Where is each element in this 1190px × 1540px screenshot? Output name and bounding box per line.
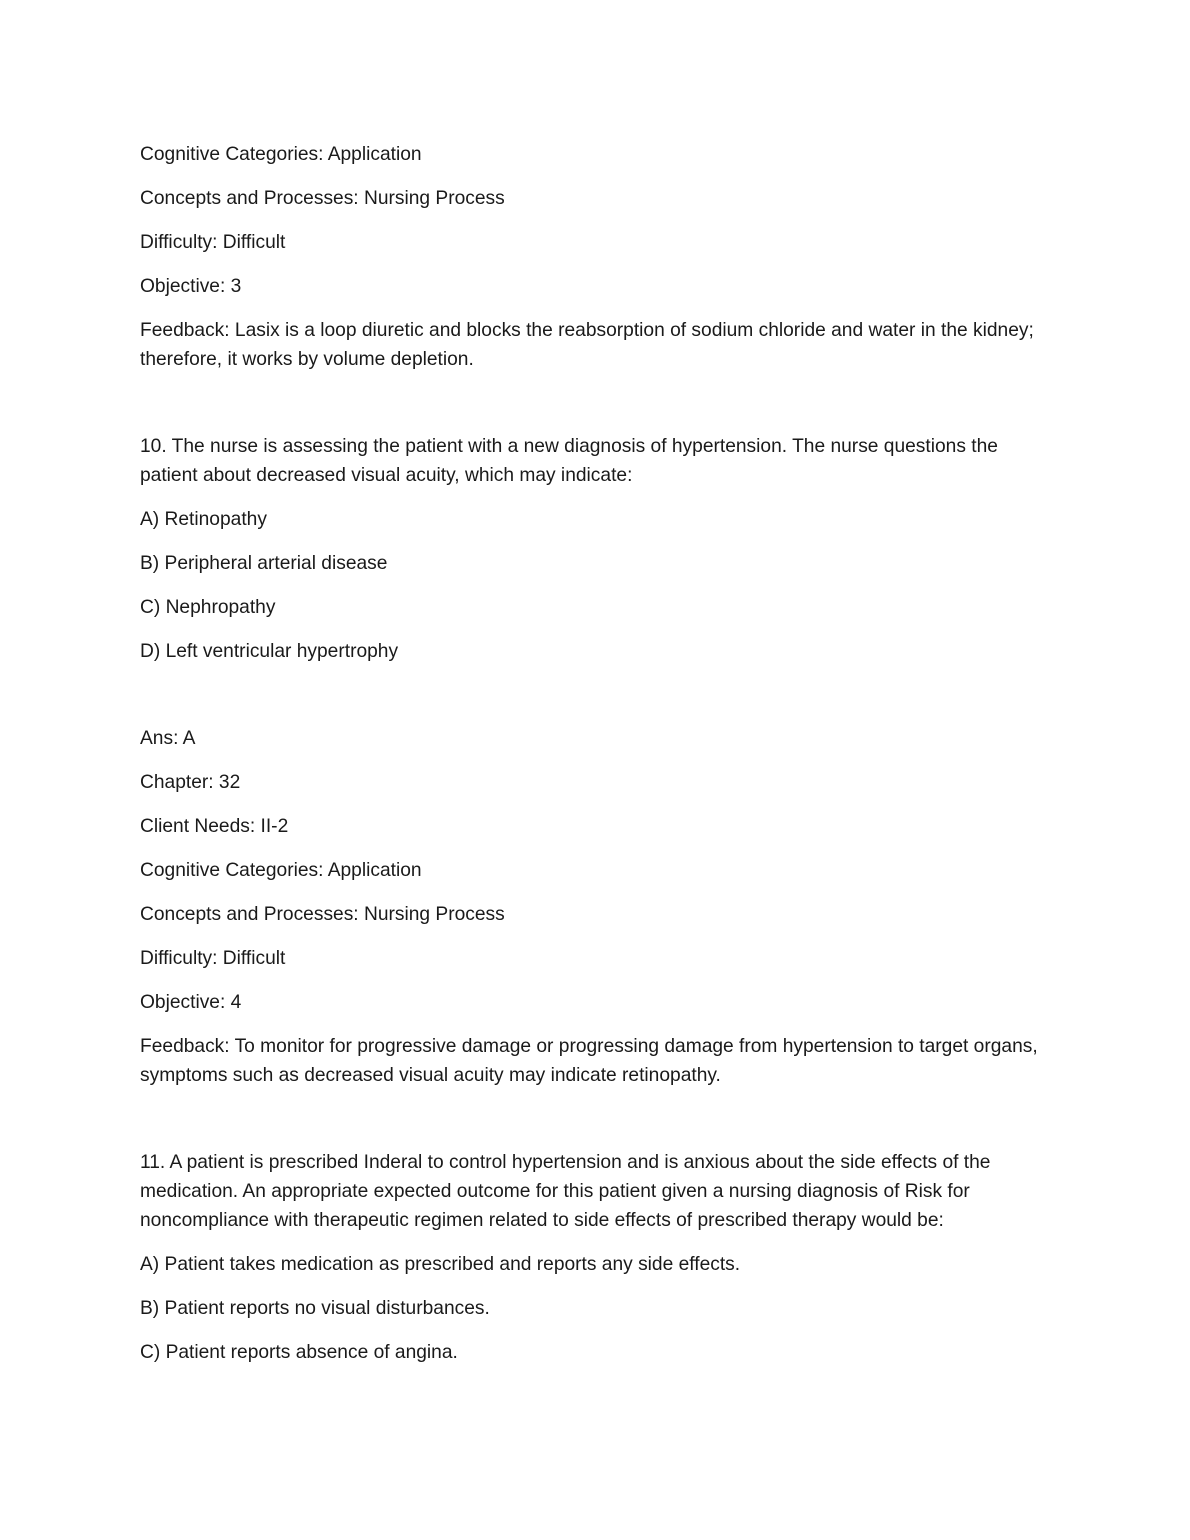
q10-difficulty: Difficulty: Difficult (140, 948, 286, 969)
q10-concepts-processes: Concepts and Processes: Nursing Process (140, 904, 505, 925)
q10-client-needs: Client Needs: II-2 (140, 816, 289, 837)
q9-concepts-processes: Concepts and Processes: Nursing Process (140, 188, 505, 209)
q11-option-c: C) Patient reports absence of angina. (140, 1342, 458, 1363)
q11-question: 11. A patient is prescribed Inderal to control hypertension and is anxious about the side effects of the medication. An appropriate expected outcome for this patient given a nursing diagnosis of Risk for noncompliance with therapeutic regimen related to side effects of prescribed therapy would be: (140, 1152, 991, 1231)
q10-feedback: Feedback: To monitor for progressive damage or progressing damage from hypertension to target organs, symptoms such as decreased visual acuity may indicate retinopathy. (140, 1036, 1038, 1086)
q9-objective: Objective: 3 (140, 276, 242, 297)
q10-question: 10. The nurse is assessing the patient with a new diagnosis of hypertension. The nurse questions the patient about decreased visual acuity, which may indicate: (140, 436, 998, 486)
q9-feedback: Feedback: Lasix is a loop diuretic and blocks the reabsorption of sodium chloride and water in the kidney; therefore, it works by volume depletion. (140, 320, 1034, 370)
document-content (140, 140, 1040, 1382)
q10-option-d: D) Left ventricular hypertrophy (140, 641, 399, 662)
q10-cognitive-categories: Cognitive Categories: Application (140, 860, 422, 881)
q10-objective: Objective: 4 (140, 992, 242, 1013)
q10-chapter: Chapter: 32 (140, 772, 241, 793)
q9-difficulty: Difficulty: Difficult (140, 232, 286, 253)
q10-option-a: A) Retinopathy (140, 509, 267, 530)
q10-answer: Ans: A (140, 728, 196, 749)
q11-option-b: B) Patient reports no visual disturbances. (140, 1298, 490, 1319)
q10-option-b: B) Peripheral arterial disease (140, 553, 388, 574)
q11-option-a: A) Patient takes medication as prescribed and reports any side effects. (140, 1254, 741, 1275)
q9-cognitive-categories: Cognitive Categories: Application (140, 144, 422, 165)
q10-option-c: C) Nephropathy (140, 597, 276, 618)
